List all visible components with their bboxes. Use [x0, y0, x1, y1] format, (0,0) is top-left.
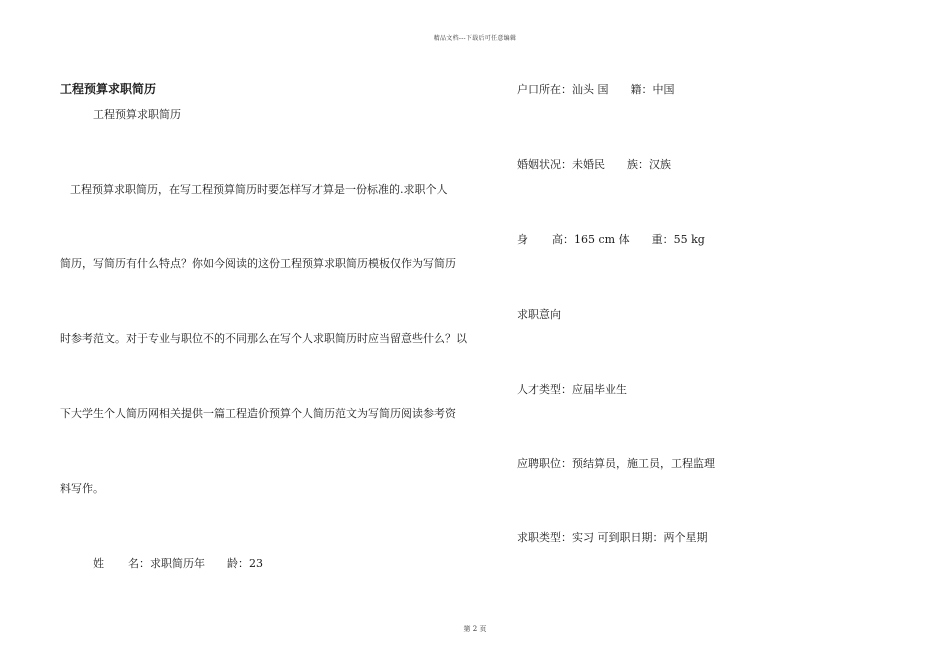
talent-type-line: 人才类型：应届毕业生: [517, 383, 627, 396]
ethnicity-label: 族：汉族: [627, 158, 671, 171]
hukou-label: 户口所在：汕头 国: [517, 83, 609, 96]
paragraph-line: 下大学生个人简历网相关提供一篇工程造价预算个人简历范文为写简历阅读参考资: [60, 407, 456, 420]
marriage-line: [517, 156, 671, 172]
job-type-line: 求职类型：实习 可到职日期：两个星期: [517, 531, 708, 544]
paragraph-line: 简历，写简历有什么特点？你如今阅读的这份工程预算求职简历模板仅作为写简历: [60, 257, 456, 270]
nationality-label: 籍：中国: [630, 83, 675, 96]
height-label-a: 身: [517, 233, 528, 246]
age-label: 龄：23: [227, 557, 263, 570]
position-line: 应聘职位：预结算员，施工员，工程监理: [517, 457, 715, 470]
paragraph-line: 工程预算求职简历，在写工程预算简历时要怎样写才算是一份标准的.求职个人: [70, 183, 448, 196]
page-number: 第 2 页: [463, 625, 487, 633]
height-label-b: 高：165 cm 体: [552, 233, 630, 246]
paragraph-line: 时参考范文。对于专业与职位不的不同那么在写个人求职简历时应当留意些什么？以: [60, 332, 467, 345]
paragraph-line: 料写作。: [60, 482, 104, 495]
job-intent-heading: 求职意向: [517, 308, 561, 321]
document-subtitle: 工程预算求职简历: [93, 108, 181, 121]
personal-info-line: [93, 555, 263, 571]
marriage-label: 婚姻状况：未婚民: [517, 158, 605, 171]
weight-label: 重：55 kg: [651, 233, 705, 246]
body-stats-line: [517, 231, 705, 247]
hukou-line: [517, 81, 675, 97]
page-header: 精品文档---下载后可任意编辑: [433, 35, 517, 42]
name-label-b: 名：求职简历年: [128, 557, 205, 570]
name-label-a: 姓: [93, 557, 104, 570]
document-title: 工程预算求职简历: [60, 82, 157, 96]
